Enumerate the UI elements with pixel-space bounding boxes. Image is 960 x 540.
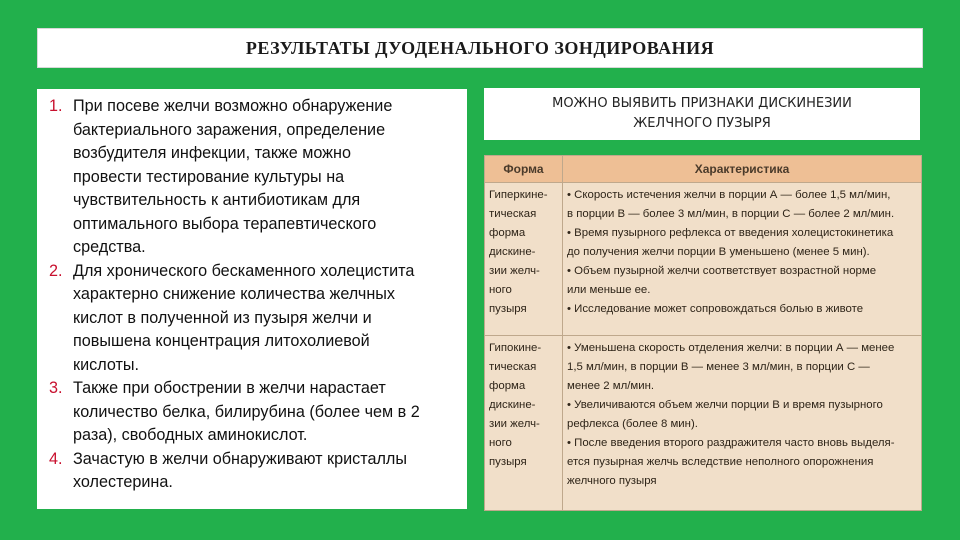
- results-panel: [37, 89, 467, 509]
- form-cell-line: Гипокине-: [489, 342, 542, 355]
- list-item-line: повышена концентрация литохолиевой: [73, 332, 370, 350]
- characteristic-line: в порции В — более 3 мл/мин, в порции С — более 2 мл/мин.: [567, 208, 895, 220]
- table-header-row: [485, 156, 921, 183]
- characteristic-line: • Скорость истечения желчи в порции А — более 1,5 мл/мин,: [567, 189, 891, 201]
- list-item: [43, 95, 461, 260]
- list-item: [43, 260, 461, 378]
- list-item-line: бактериального заражения, определение: [73, 120, 386, 139]
- characteristic-line: ется пузырная желчь вследствие неполного опорожнения: [567, 456, 874, 469]
- characteristic-line: • Объем пузырной желчи соответствует возрастной норме: [567, 265, 877, 277]
- form-cell-line: тическая: [489, 361, 537, 374]
- characteristic-line: или меньше ее.: [567, 284, 651, 296]
- characteristic-line: рефлекса (более 8 мин).: [567, 418, 698, 431]
- characteristic-cell: [563, 183, 922, 336]
- list-item-number: 4.: [49, 449, 63, 468]
- list-item-line: Для хронического бескаменного холецистита: [73, 261, 415, 280]
- dyskinesia-header-line-2: ЖЕЛЧНОГО ПУЗЫРЯ: [633, 116, 771, 131]
- form-cell-line: дискине-: [489, 246, 536, 258]
- characteristic-line: • Уменьшена скорость отделения желчи: в порции А — менее: [567, 342, 895, 355]
- form-cell-line: зии желч-: [489, 265, 540, 277]
- list-item-line: чувствительность к антибиотикам для: [73, 191, 361, 209]
- form-cell: [485, 183, 563, 336]
- form-cell-line: ного: [489, 437, 512, 450]
- form-cell-line: форма: [489, 227, 526, 239]
- dyskinesia-header: [484, 88, 920, 140]
- characteristic-line: до получения желчи порции В уменьшено (менее 5 мин).: [567, 246, 870, 258]
- list-item-line: холестерина.: [73, 473, 173, 491]
- list-item-line: Зачастую в желчи обнаруживают кристаллы: [73, 449, 408, 468]
- form-cell-line: зии желч-: [489, 418, 540, 431]
- characteristic-line: желчного пузыря: [567, 475, 657, 488]
- form-cell: [485, 336, 563, 510]
- form-cell-line: ного: [489, 284, 512, 296]
- characteristic-line: • Увеличиваются объем желчи порции В и время пузырного: [567, 399, 883, 412]
- form-cell-line: дискине-: [489, 399, 536, 412]
- characteristic-line: 1,5 мл/мин, в порции В — менее 3 мл/мин, в порции С —: [567, 361, 870, 374]
- form-cell-line: форма: [489, 380, 526, 393]
- table-row: [485, 336, 921, 510]
- form-cell-line: пузыря: [489, 456, 527, 469]
- list-item-line: оптимального выбора терапевтического: [73, 214, 377, 233]
- characteristic-line: • Исследование может сопровождаться болью в животе: [567, 303, 864, 315]
- list-item-line: возбудителя инфекции, также можно: [73, 144, 351, 162]
- list-item-line: характерно снижение количества желчных: [73, 285, 395, 303]
- list-item-number: 3.: [49, 379, 63, 397]
- form-cell-line: пузыря: [489, 303, 527, 315]
- dyskinesia-header-line-1: МОЖНО ВЫЯВИТЬ ПРИЗНАКИ ДИСКИНЕЗИИ: [552, 96, 852, 111]
- table-row: [485, 183, 921, 336]
- list-item: [43, 377, 461, 448]
- characteristic-line: менее 2 мл/мин.: [567, 380, 655, 393]
- column-header-characteristic: Характеристика: [563, 156, 922, 183]
- list-item-line: кислот в полученной из пузыря желчи и: [73, 308, 372, 327]
- list-item-number: 1.: [49, 97, 63, 115]
- list-item: [43, 448, 461, 495]
- list-item-line: При посеве желчи возможно обнаружение: [73, 97, 393, 115]
- results-list: [43, 95, 461, 495]
- list-item-line: кислоты.: [73, 355, 140, 374]
- column-header-form: Форма: [485, 156, 563, 183]
- characteristic-line: • После введения второго раздражителя часто вновь выделя-: [567, 437, 895, 450]
- list-item-line: провести тестирование культуры на: [73, 167, 345, 186]
- characteristic-cell: [563, 336, 922, 510]
- slide-title: РЕЗУЛЬТАТЫ ДУОДЕНАЛЬНОГО ЗОНДИРОВАНИЯ: [37, 28, 923, 68]
- list-item-line: раза), свободных аминокислот.: [73, 426, 308, 444]
- form-cell-line: тическая: [489, 208, 537, 220]
- list-item-line: средства.: [73, 238, 146, 256]
- list-item-number: 2.: [49, 261, 63, 280]
- characteristic-line: • Время пузырного рефлекса от введения холецистокинетика: [567, 227, 894, 239]
- list-item-line: количество белка, билирубина (более чем в 2: [73, 402, 420, 421]
- dyskinesia-table: [484, 155, 922, 511]
- list-item-line: Также при обострении в желчи нарастает: [73, 379, 386, 397]
- form-cell-line: Гиперкине-: [489, 189, 548, 201]
